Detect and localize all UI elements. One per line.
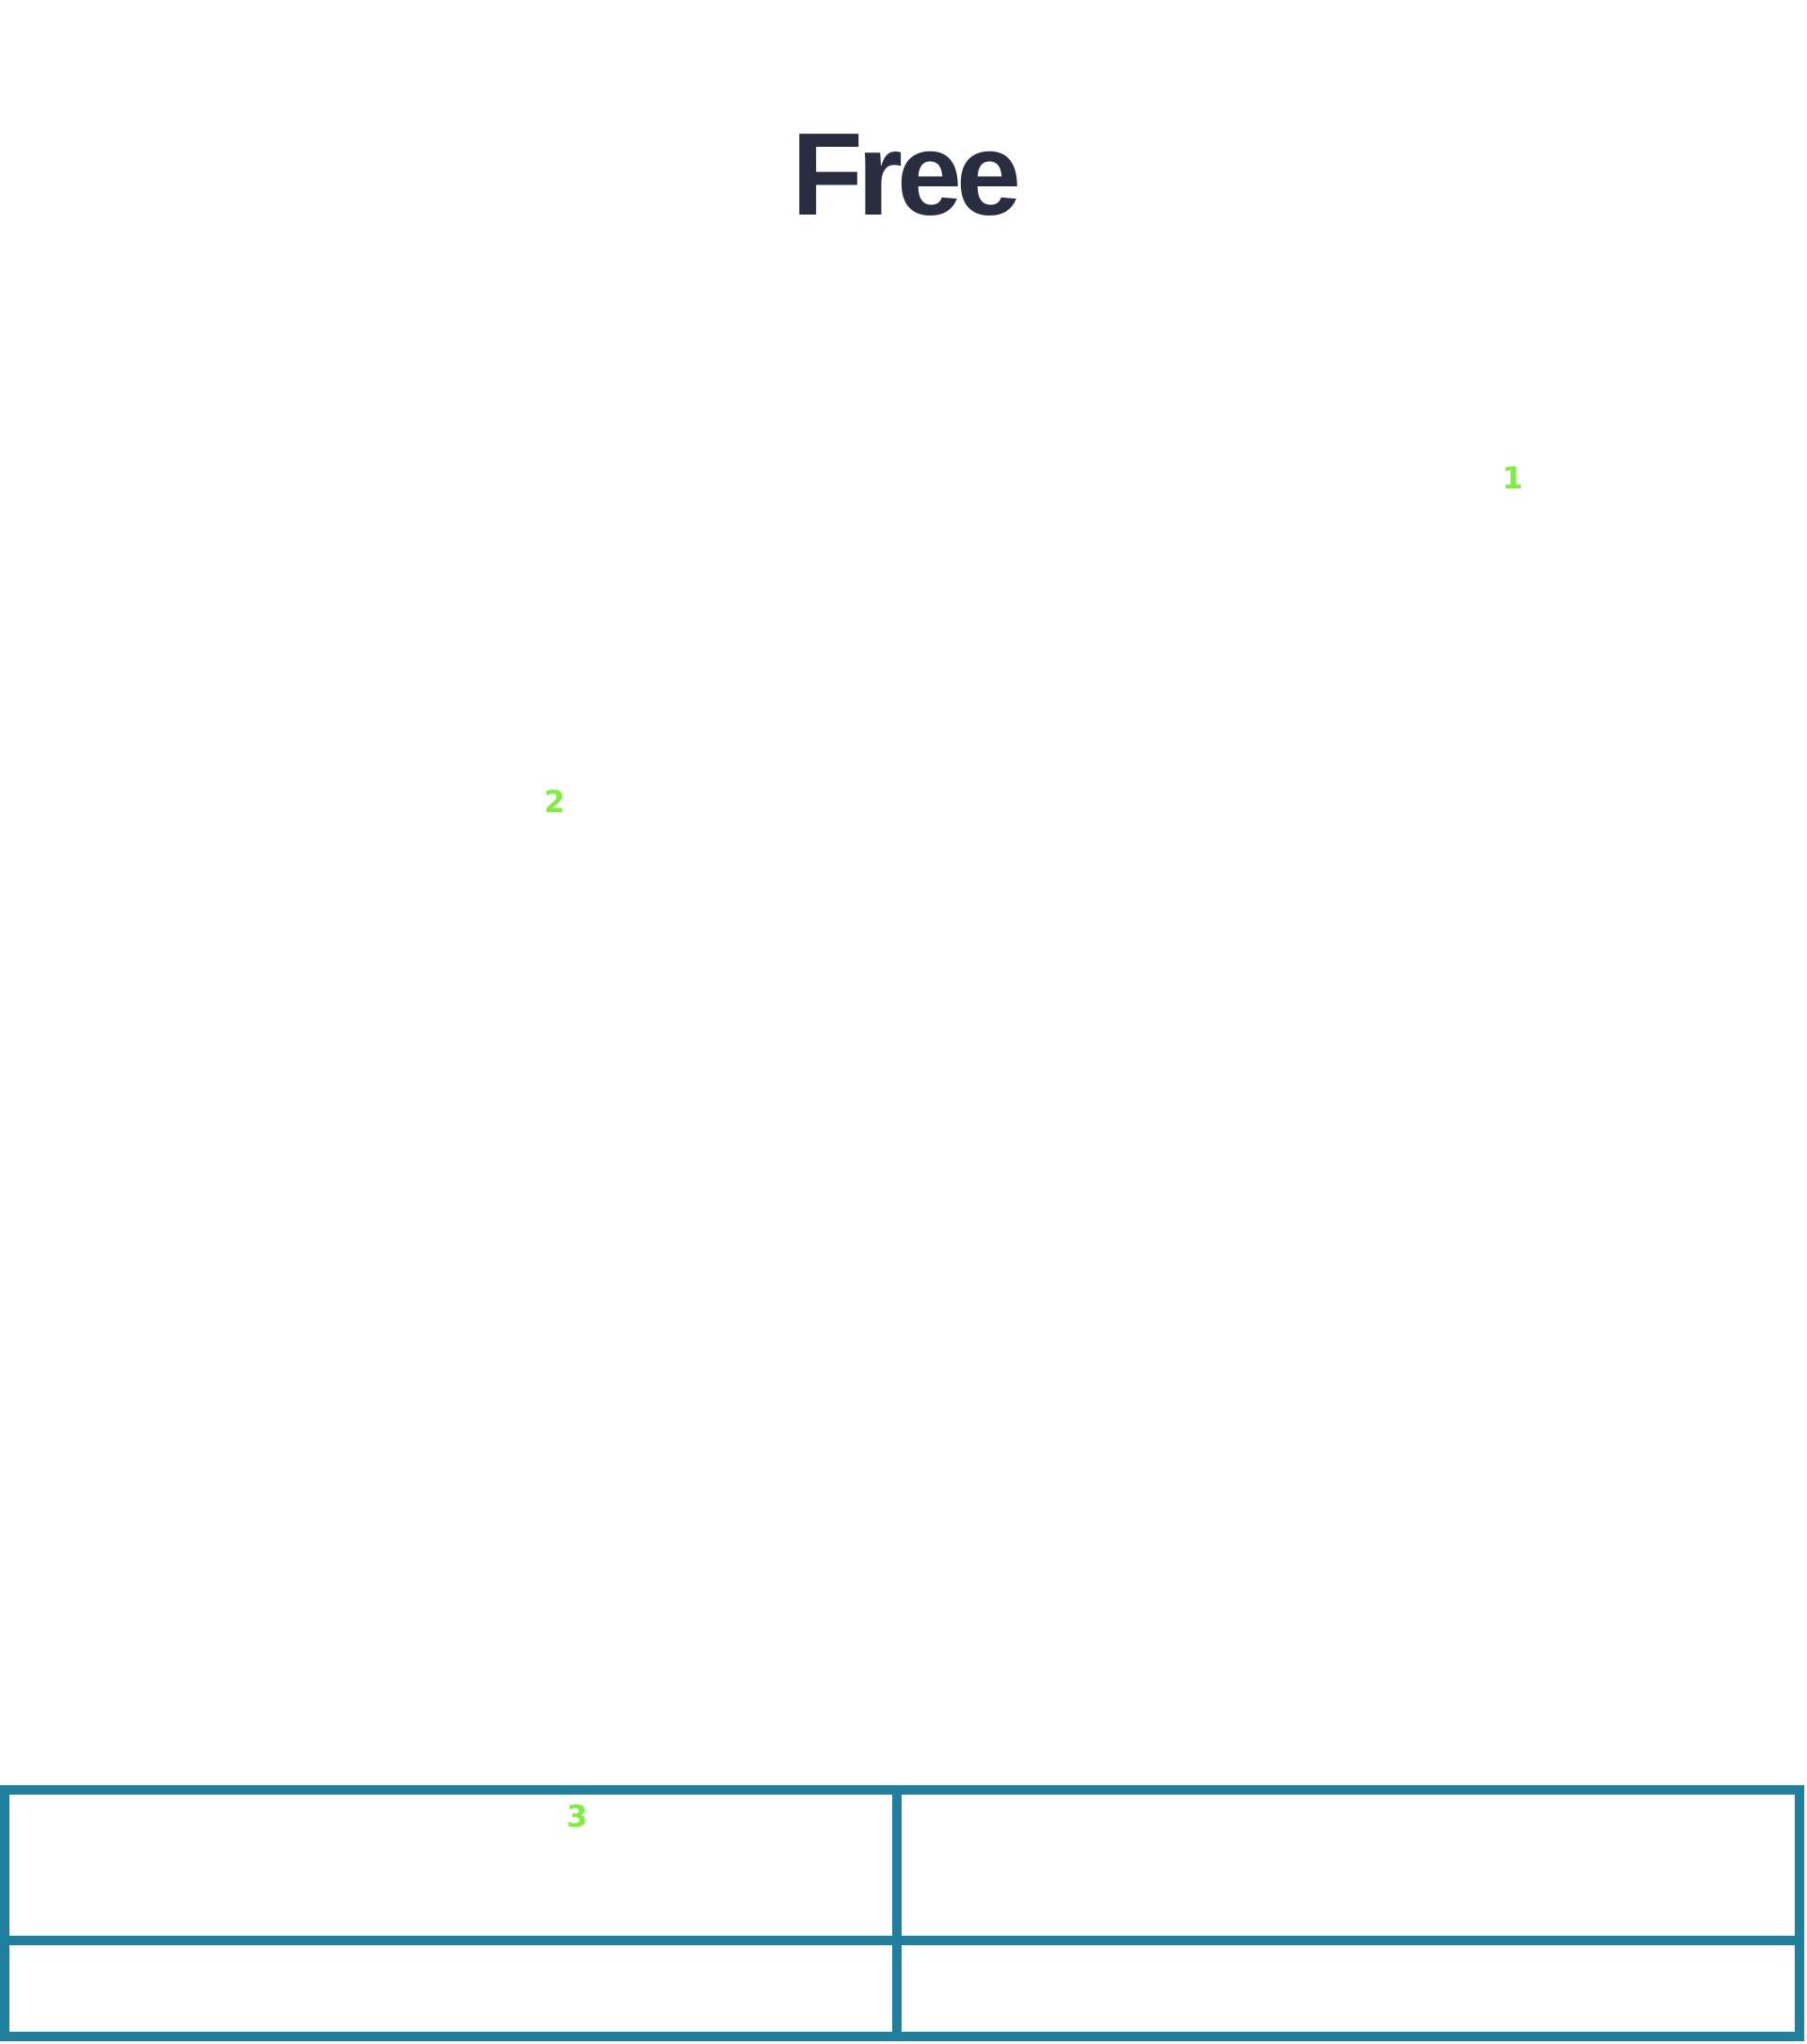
marker-label-1: 1 — [1502, 460, 1524, 496]
table-cell — [9, 1795, 902, 1945]
table-cell — [902, 1795, 1795, 1945]
marker-label-3: 3 — [567, 1798, 588, 1834]
table — [0, 1785, 1804, 2041]
table-cell — [9, 1945, 902, 2032]
page-title: Free — [792, 110, 1015, 241]
table-cell — [902, 1945, 1795, 2032]
marker-label-2: 2 — [544, 784, 566, 820]
